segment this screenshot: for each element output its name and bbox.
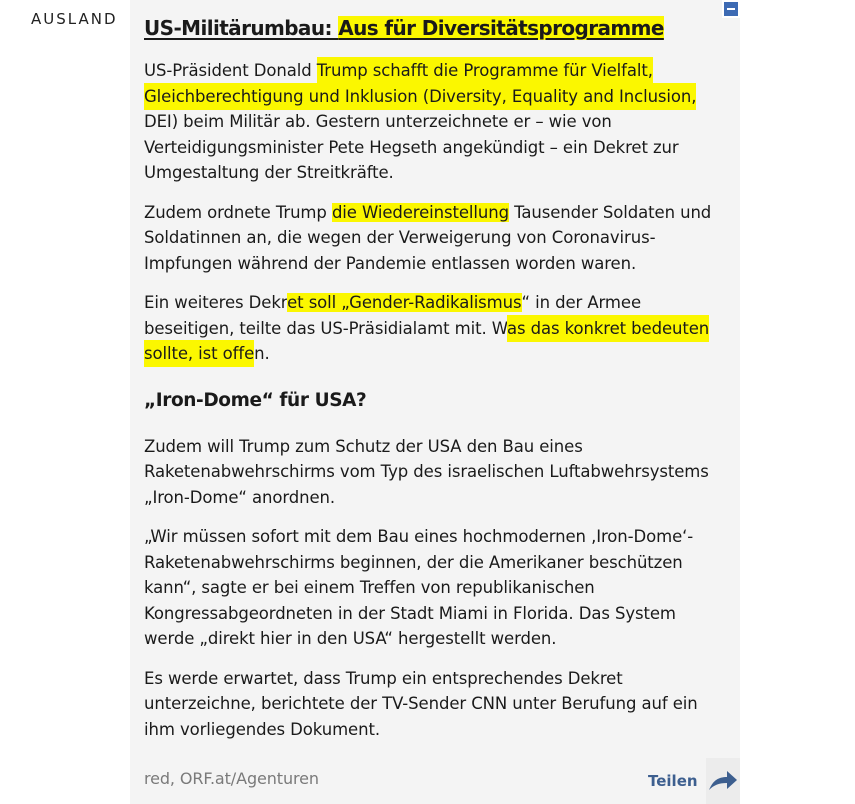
paragraph-2 [144,200,728,277]
article-content [144,0,728,792]
section-label: AUSLAND [31,10,118,28]
paragraph-3 [144,290,728,367]
paragraph-4: Zudem will Trump zum Schutz der USA den Bau eines Raketenabwehrschirms vom Typ des israelischen Luftabwehrsystems „Iron-Dome“ anordnen. [144,436,709,507]
title-part-1: US-Militärumbau: [144,16,339,40]
paragraph-6: Es werde erwartet, dass Trump ein entsprechendes Dekret unterzeichne, berichtete der TV-Sender CNN unter Berufung auf ein ihm vorliegendes Dokument. [144,668,698,739]
p1-text-c: DEI) beim Militär ab. Gestern unterzeichnete er – wie von Verteidigungsminister Pete Hegseth angekündigt – ein Dekret zur Umgestaltung der Streitkräfte. [144,112,679,182]
share-label: Teilen [648,772,698,790]
paragraph-1 [144,58,728,186]
p1-highlight: Trump schafft die Programme für Vielfalt, Gleichberechtigung und Inklusion (Diversity, Equality and Inclusion, [144,57,696,110]
source-line: red, ORF.at/Agenturen [144,769,319,788]
subheading: „Iron-Dome“ für USA? [144,389,367,411]
share-arrow-icon [706,758,740,804]
paragraph-5: „Wir müssen sofort mit dem Bau eines hochmodernen ‚Iron-Dome‘-Raketenabwehrschirms beginnen, der die Amerikaner beschützen kann“, sagte er bei einem Treffen von republikanischen Kongressabgeordneten in der Stadt Miami in Florida. Das System werde „direkt hier in den USA“ hergestellt werden. [144,527,694,648]
p2-text-a: Zudem ordnete Trump [144,202,332,222]
p1-text-a: US-Präsident Donald [144,61,317,80]
p2-text-c: Tausender Soldaten und Soldatinnen an, die wegen der Verweigerung von Coronavirus-Impfungen während der Pandemie entlassen worden waren. [144,202,712,273]
article-title[interactable] [144,14,728,42]
article-card [130,0,740,804]
p3-text-c: “ in der Armee beseitigen, teilte das US-Präsidialamt mit. W [144,293,641,338]
p2-highlight: die Wiedereinstellung [331,202,509,222]
share-button[interactable] [648,758,740,804]
p3-text-a: Ein weiteres Dekr [144,293,288,312]
p3-highlight-2: as das konkret bedeuten sollte, ist offe [144,315,709,368]
title-part-2: Aus für Diversitätsprogramme [338,16,664,40]
p3-text-e: n. [254,344,270,363]
minus-icon [727,8,735,10]
p3-highlight-1: et soll „Gender-Radikalismus [287,293,522,312]
